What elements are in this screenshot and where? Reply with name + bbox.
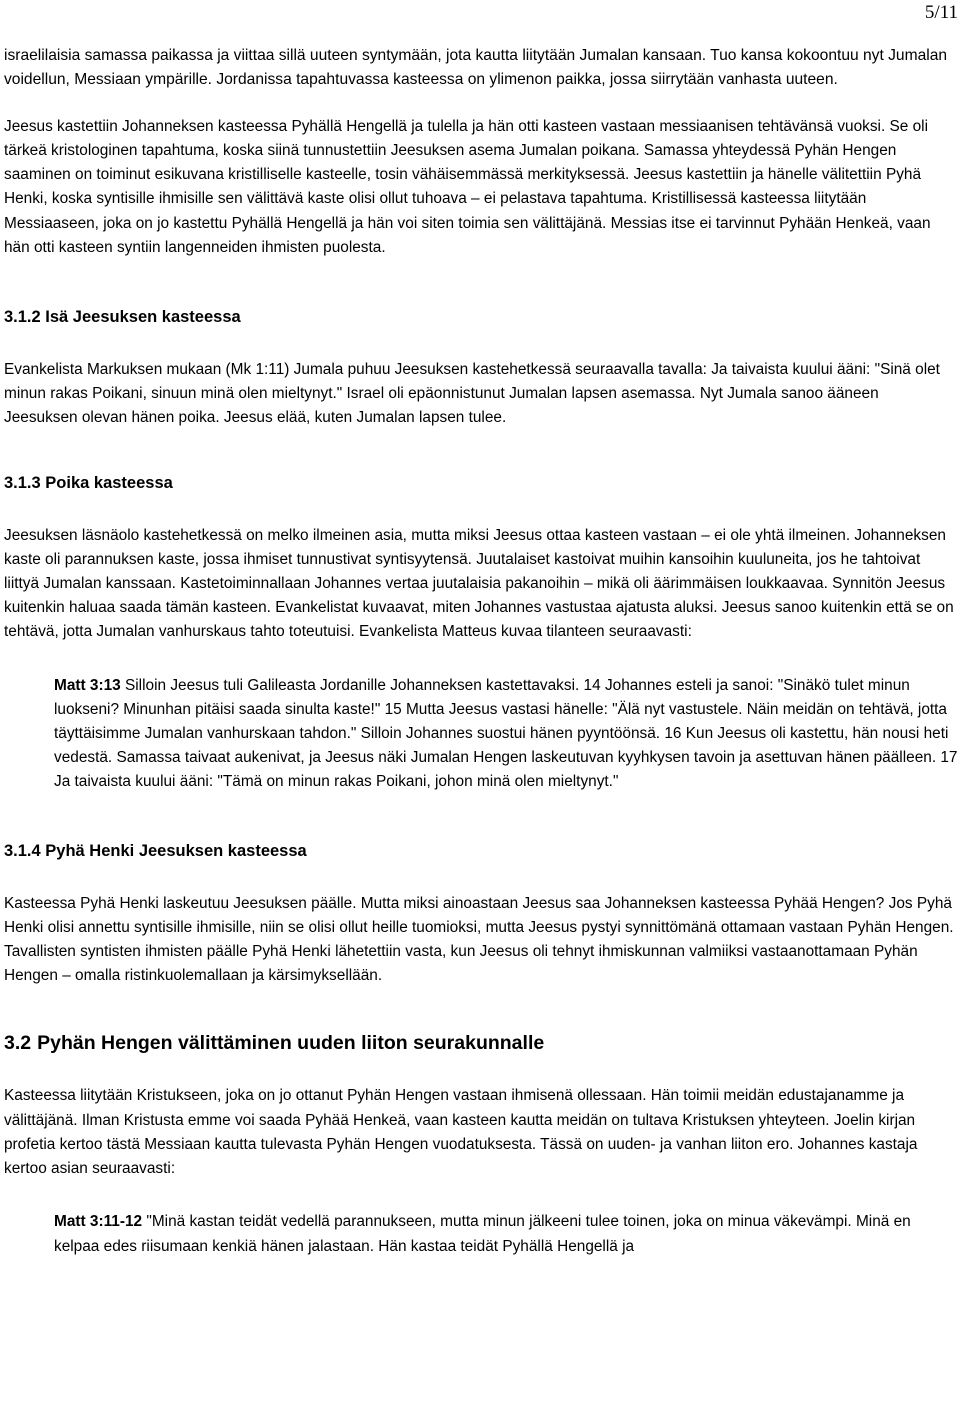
paragraph-intro: israelilaisia samassa paikassa ja viittaa sillä uuteen syntymään, jota kautta liitytään Jumalan kansaan. Tuo kansa kokoontuu nyt Jumalan voidellun, Messiaan ympärille. Jordanissa tapahtuvassa kasteessa on ylimenon paikka, jossa siirrytään vanhasta uuteen.: [4, 47, 948, 89]
quote-reference: Matt 3:13: [54, 676, 121, 694]
page-number: 5/11: [924, 2, 958, 23]
heading-3-1-4: 3.1.4 Pyhä Henki Jeesuksen kasteessa: [4, 841, 307, 860]
document-body: [4, 44, 956, 1259]
heading-3-1-3: 3.1.3 Poika kasteessa: [4, 473, 173, 492]
quote-reference: Matt 3:11-12: [54, 1213, 143, 1231]
paragraph-son-at-baptism: Jeesuksen läsnäolo kastehetkessä on melko ilmeinen asia, mutta miksi Jeesus ottaa kasteen vastaan – ei ole yhtä ilmeinen. Johanneksen kaste oli parannuksen kaste, jossa ihmiset tunnustivat syntisyytensä. Juutalaiset kastoivat muihin kansoihin kuuluneita, jos he tahtoivat liittyä Jumalan kanssaan. Kastetoiminnallaan Johannes vertaa juutalaisia pakanoihin – mikä oli äärimmäisen loukkaavaa. Synnitön Jeesus kuitenkin haluaa saada tämän kasteen. Evankelistat kuvaavat, miten Johannes vastustaa ajatusta aluksi. Jeesus sanoo kuitenkin että se on tehtävä, jotta Jumalan vanhurskaus tahto toteutuisi. Evankelista Matteus kuvaa tilanteen seuraavasti:: [4, 526, 954, 641]
heading-title: Pyhän Hengen välittäminen uuden liiton seurakunnalle: [37, 1032, 545, 1055]
heading-3-2: [4, 1031, 956, 1055]
quote-text: Silloin Jeesus tuli Galileasta Jordanille Johanneksen kastettavaksi. 14 Johannes esteli ja sanoi: "Sinäkö tulet minun luokseni? Minunhan pitäisi saada sinulta kaste!" 15 Mutta Jeesus vastasi hänelle: "Älä nyt vastustele. Näin meidän on tehtävä, jotta täyttäisimme Jumalan vanhurskaan tahdon." Silloin Johannes suostui hänen pyyntöönsä. 16 Kun Jeesus oli kastettu, hän nousi heti vedestä. Samassa taivaat aukenivat, ja Jeesus näki Jumalan Hengen laskeutuvan kyyhkysen tavoin ja asettuvan hänen päälleen. 17 Ja taivaista kuului ääni: "Tämä on minun rakas Poikani, johon minä olen mieltynyt.": [54, 676, 958, 791]
paragraph-mediation: Kasteessa liitytään Kristukseen, joka on jo ottanut Pyhän Hengen vastaan ihmisenä ollessaan. Hän toimii meidän edustajanamme ja välittäjänä. Ilman Kristusta emme voi saada Pyhää Henkeä, vaan kasteen kautta meidän on tultava Kristuksen yhteyteen. Joelin kirjan profetia kertoo tästä Messiaan kautta tulevasta Pyhän Hengen vuodatuksesta. Tässä on uuden- ja vanhan liiton ero. Johannes kastaja kertoo asian seuraavasti:: [4, 1087, 918, 1178]
paragraph-father-at-baptism: Evankelista Markuksen mukaan (Mk 1:11) Jumala puhuu Jeesuksen kastehetkessä seuraavalla tavalla: Ja taivaista kuului ääni: "Sinä olet minun rakas Poikani, sinuun minä olen mieltynyt." Israel oli epäonnistunut Jumalan lapsen asemassa. Nyt Jumala sanoo ääneen Jeesuksen olevan hänen poika. Jeesus elää, kuten Jumalan lapsen tulee.: [4, 361, 940, 427]
paragraph-holy-spirit-at-baptism: Kasteessa Pyhä Henki laskeutuu Jeesuksen päälle. Mutta miksi ainoastaan Jeesus saa Johanneksen kasteessa Pyhää Hengen? Jos Pyhä Henki olisi annettu syntisille ihmisille, niin se olisi ollut heille tuomioksi, mutta Jeesus pystyi synnittömänä ottamaan vastaan Pyhän Hengen. Tavallisten syntisten ihmisten päälle Pyhä Henki lähetettiin vasta, kun Jeesus oli tehnyt ihmiskunnan valmiiksi vastaanottamaan Pyhän Hengen – omalla ristinkuolemallaan ja kärsimyksellään.: [4, 894, 954, 985]
paragraph-jesus-baptism: Jeesus kastettiin Johanneksen kasteessa Pyhällä Hengellä ja tulella ja hän otti kasteen vastaan messiaanisen tehtävänsä vuoksi. Se oli tärkeä kristologinen tapahtuma, koska siinä tunnustettiin Jeesuksen asema Jumalan poikana. Samassa yhteydessä Pyhän Hengen saaminen on toiminut esikuvana kristilliselle kasteelle, tosin vähäisemmässä merkityksessä. Jeesus kastettiin ja hänelle välitettiin Pyhä Henki, koska syntisille ihmisille sen välittävä kaste olisi ollut tuhoava – ei pelastava tapahtuma. Kristillisessä kasteessa liitytään Messiaaseen, joka on jo kastettu Pyhällä Hengellä ja hän voi siten toimia sen välittäjänä. Messias itse ei tarvinnut Pyhään Henkeä, vaan hän otti kasteen syntiin langenneiden ihmisten puolesta.: [4, 117, 931, 256]
quote-matthew-3-13: [54, 674, 960, 795]
heading-3-1-2: 3.1.2 Isä Jeesuksen kasteessa: [4, 308, 241, 327]
heading-number: 3.2: [4, 1032, 32, 1055]
quote-matthew-3-11: [54, 1210, 960, 1258]
quote-text: "Minä kastan teidät vedellä parannukseen, mutta minun jälkeeni tulee toinen, joka on minua väkevämpi. Minä en kelpaa edes riisumaan kenkiä hänen jalastaan. Hän kastaa teidät Pyhällä Hengellä ja: [54, 1213, 911, 1255]
